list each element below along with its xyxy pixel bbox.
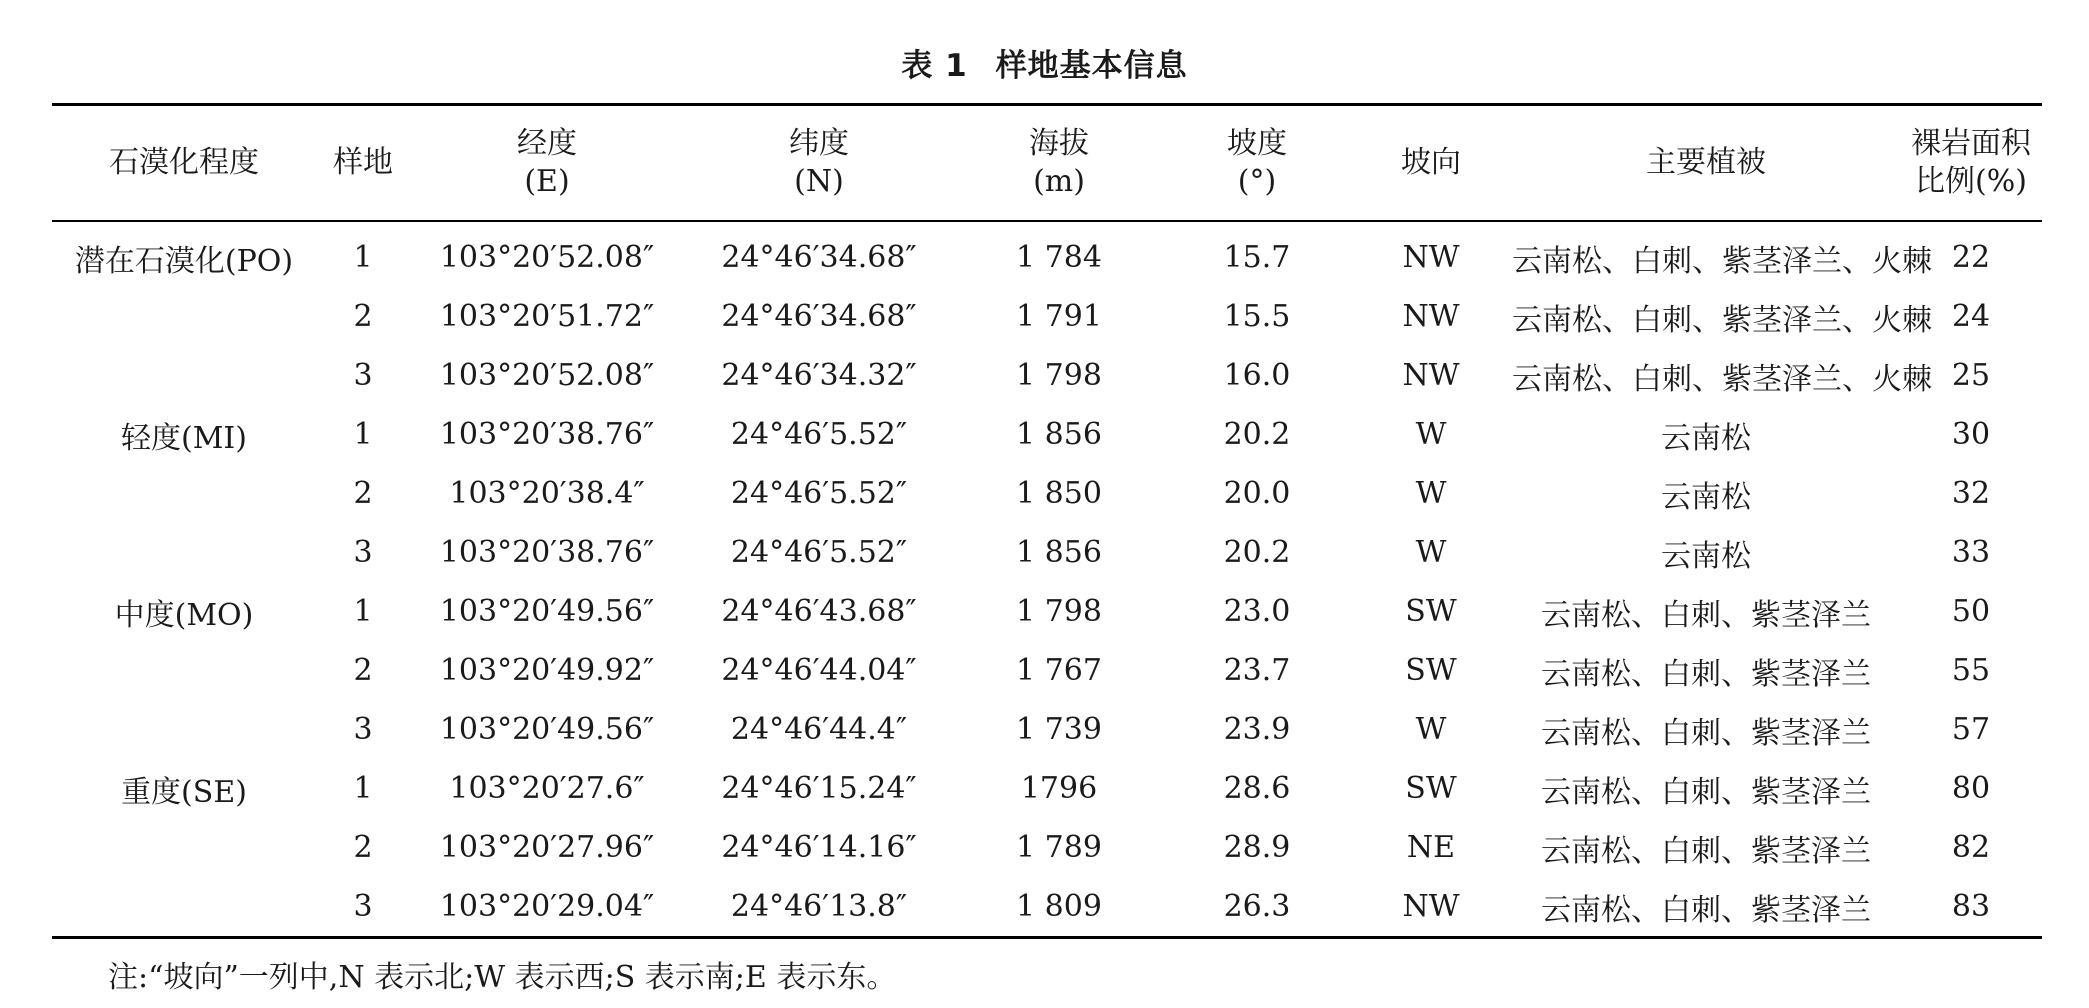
cell-plot: 1 — [353, 771, 373, 806]
cell-altitude: 1 856 — [1016, 535, 1102, 570]
cell-bare-rock: 32 — [1951, 476, 1991, 511]
cell-degree: 重度(SE) — [121, 774, 247, 810]
cell-degree — [52, 346, 316, 405]
cell-latitude: 24°46′44.04″ — [721, 653, 917, 688]
cell-slope: 28.9 — [1223, 830, 1291, 865]
cell-vegetation: 云南松 — [1661, 479, 1751, 515]
cell-altitude: 1 784 — [1016, 240, 1102, 275]
cell-longitude: 103°20′27.96″ — [439, 830, 655, 865]
cell-slope: 20.2 — [1223, 535, 1291, 570]
cell-aspect: NW — [1350, 877, 1512, 938]
table-row — [52, 759, 2042, 818]
table-caption — [0, 40, 2089, 85]
cell-vegetation: 云南松 — [1661, 420, 1751, 456]
header-longitude: 经度 (E) — [410, 105, 684, 222]
cell-vegetation: 云南松、白刺、紫茎泽兰、火棘 — [1512, 243, 1932, 279]
cell-altitude: 1 798 — [1016, 358, 1102, 393]
cell-bare-rock: 57 — [1951, 712, 1991, 747]
cell-plot: 2 — [353, 299, 373, 334]
header-vegetation: 主要植被 — [1512, 105, 1900, 222]
cell-degree: 中度(MO) — [114, 597, 254, 633]
cell-longitude: 103°20′51.72″ — [439, 299, 655, 334]
cell-bare-rock: 55 — [1951, 653, 1991, 688]
header-latitude: 纬度 (N) — [684, 105, 954, 222]
cell-degree — [52, 287, 316, 346]
cell-altitude: 1 798 — [1016, 594, 1102, 629]
cell-slope: 15.5 — [1223, 299, 1291, 334]
cell-aspect: W — [1415, 712, 1447, 747]
header-latitude-unit: (N) — [794, 164, 844, 199]
cell-longitude: 103°20′49.56″ — [439, 712, 655, 747]
cell-slope: 23.7 — [1223, 653, 1291, 688]
table-row — [52, 641, 2042, 700]
cell-bare-rock: 82 — [1951, 830, 1991, 865]
cell-altitude: 1796 — [1020, 771, 1098, 806]
cell-degree: 轻度(MI) — [121, 420, 247, 456]
table-row — [52, 464, 2042, 523]
cell-slope: 20.0 — [1223, 476, 1291, 511]
cell-plot: 3 — [353, 358, 373, 393]
header-altitude: 海拔 (m) — [954, 105, 1164, 222]
cell-altitude: 1 791 — [1016, 299, 1102, 334]
cell-altitude: 1 739 — [1016, 712, 1102, 747]
table-row — [52, 523, 2042, 582]
header-bare-rock-unit: 比例(%) — [1915, 164, 2027, 199]
cell-bare-rock: 24 — [1951, 299, 1991, 334]
cell-vegetation: 云南松、白刺、紫茎泽兰 — [1541, 774, 1871, 810]
cell-plot: 2 — [353, 653, 373, 688]
header-altitude-unit: (m) — [1033, 164, 1085, 199]
cell-longitude: 103°20′38.76″ — [439, 417, 655, 452]
cell-aspect: SW — [1405, 653, 1457, 688]
header-longitude-unit: (E) — [524, 164, 570, 199]
cell-degree — [52, 700, 316, 759]
cell-aspect: NW — [1402, 299, 1460, 334]
cell-longitude: 103°20′49.92″ — [439, 653, 655, 688]
cell-degree — [52, 464, 316, 523]
cell-plot: 1 — [353, 417, 373, 452]
header-bare-rock: 裸岩面积 比例(%) — [1900, 105, 2042, 222]
cell-latitude: 24°46′34.68″ — [721, 240, 917, 275]
cell-aspect: NW — [1402, 358, 1460, 393]
table-body — [52, 221, 2042, 938]
caption-number: 表 1 — [901, 48, 968, 84]
cell-bare-rock: 30 — [1951, 417, 1991, 452]
table-row — [52, 582, 2042, 641]
cell-longitude: 103°20′49.56″ — [439, 594, 655, 629]
cell-slope: 20.2 — [1223, 417, 1291, 452]
table-note: 注:“坡向”一列中,N 表示北;W 表示西;S 表示南;E 表示东。 — [108, 960, 897, 995]
cell-vegetation: 云南松、白刺、紫茎泽兰 — [1512, 877, 1900, 938]
cell-degree — [52, 523, 316, 582]
cell-bare-rock: 25 — [1951, 358, 1991, 393]
cell-vegetation: 云南松、白刺、紫茎泽兰、火棘 — [1512, 302, 1932, 338]
table-row — [52, 700, 2042, 759]
cell-slope: 23.0 — [1223, 594, 1291, 629]
cell-plot: 3 — [353, 535, 373, 570]
cell-longitude: 103°20′38.4″ — [449, 476, 645, 511]
cell-latitude: 24°46′13.8″ — [684, 877, 954, 938]
cell-latitude: 24°46′43.68″ — [721, 594, 917, 629]
cell-aspect: NE — [1406, 830, 1456, 865]
cell-latitude: 24°46′14.16″ — [721, 830, 917, 865]
cell-vegetation: 云南松、白刺、紫茎泽兰 — [1541, 597, 1871, 633]
table-header-row — [52, 105, 2042, 222]
cell-latitude: 24°46′44.4″ — [730, 712, 908, 747]
cell-latitude: 24°46′34.32″ — [721, 358, 917, 393]
cell-latitude: 24°46′5.52″ — [730, 535, 908, 570]
cell-degree — [52, 641, 316, 700]
cell-slope: 16.0 — [1223, 358, 1291, 393]
table-row — [52, 405, 2042, 464]
cell-vegetation: 云南松、白刺、紫茎泽兰、火棘 — [1512, 361, 1932, 397]
cell-longitude: 103°20′52.08″ — [439, 358, 655, 393]
cell-altitude: 1 856 — [1016, 417, 1102, 452]
cell-altitude: 1 850 — [1016, 476, 1102, 511]
header-slope-unit: (°) — [1237, 164, 1277, 199]
cell-aspect: W — [1415, 417, 1447, 452]
cell-aspect: W — [1415, 476, 1447, 511]
cell-bare-rock: 33 — [1951, 535, 1991, 570]
cell-slope: 28.6 — [1223, 771, 1291, 806]
cell-latitude: 24°46′5.52″ — [730, 476, 908, 511]
cell-longitude: 103°20′29.04″ — [410, 877, 684, 938]
cell-plot: 1 — [353, 240, 373, 275]
cell-aspect: NW — [1402, 240, 1460, 275]
table-row — [52, 346, 2042, 405]
header-plot: 样地 — [316, 105, 410, 222]
cell-vegetation: 云南松 — [1661, 538, 1751, 574]
cell-plot: 2 — [353, 476, 373, 511]
cell-degree — [52, 818, 316, 877]
cell-slope: 26.3 — [1164, 877, 1350, 938]
table-row — [52, 287, 2042, 346]
cell-plot: 3 — [316, 877, 410, 938]
site-info-table — [52, 103, 2042, 939]
cell-slope: 15.7 — [1223, 240, 1291, 275]
header-slope: 坡度 (°) — [1164, 105, 1350, 222]
cell-degree: 潜在石漠化(PO) — [74, 243, 294, 279]
header-degree: 石漠化程度 — [52, 105, 316, 222]
cell-bare-rock: 83 — [1900, 877, 2042, 938]
cell-latitude: 24°46′34.68″ — [721, 299, 917, 334]
cell-bare-rock: 50 — [1951, 594, 1991, 629]
cell-plot: 1 — [353, 594, 373, 629]
cell-latitude: 24°46′5.52″ — [730, 417, 908, 452]
cell-aspect: W — [1415, 535, 1447, 570]
table-row — [52, 221, 2042, 287]
cell-longitude: 103°20′27.6″ — [449, 771, 645, 806]
cell-altitude: 1 789 — [1016, 830, 1102, 865]
cell-degree — [52, 877, 316, 938]
cell-vegetation: 云南松、白刺、紫茎泽兰 — [1541, 656, 1871, 692]
header-aspect: 坡向 — [1350, 105, 1512, 222]
cell-longitude: 103°20′38.76″ — [439, 535, 655, 570]
cell-bare-rock: 80 — [1951, 771, 1991, 806]
cell-aspect: SW — [1405, 771, 1457, 806]
cell-plot: 2 — [353, 830, 373, 865]
cell-latitude: 24°46′15.24″ — [721, 771, 917, 806]
caption-title: 样地基本信息 — [995, 48, 1188, 84]
cell-slope: 23.9 — [1223, 712, 1291, 747]
cell-vegetation: 云南松、白刺、紫茎泽兰 — [1541, 715, 1871, 751]
cell-altitude: 1 767 — [1016, 653, 1102, 688]
cell-plot: 3 — [353, 712, 373, 747]
cell-altitude: 1 809 — [954, 877, 1164, 938]
cell-vegetation: 云南松、白刺、紫茎泽兰 — [1541, 833, 1871, 869]
cell-bare-rock: 22 — [1951, 240, 1991, 275]
cell-aspect: SW — [1405, 594, 1457, 629]
table-row — [52, 818, 2042, 877]
table-row — [52, 877, 2042, 938]
cell-longitude: 103°20′52.08″ — [439, 240, 655, 275]
